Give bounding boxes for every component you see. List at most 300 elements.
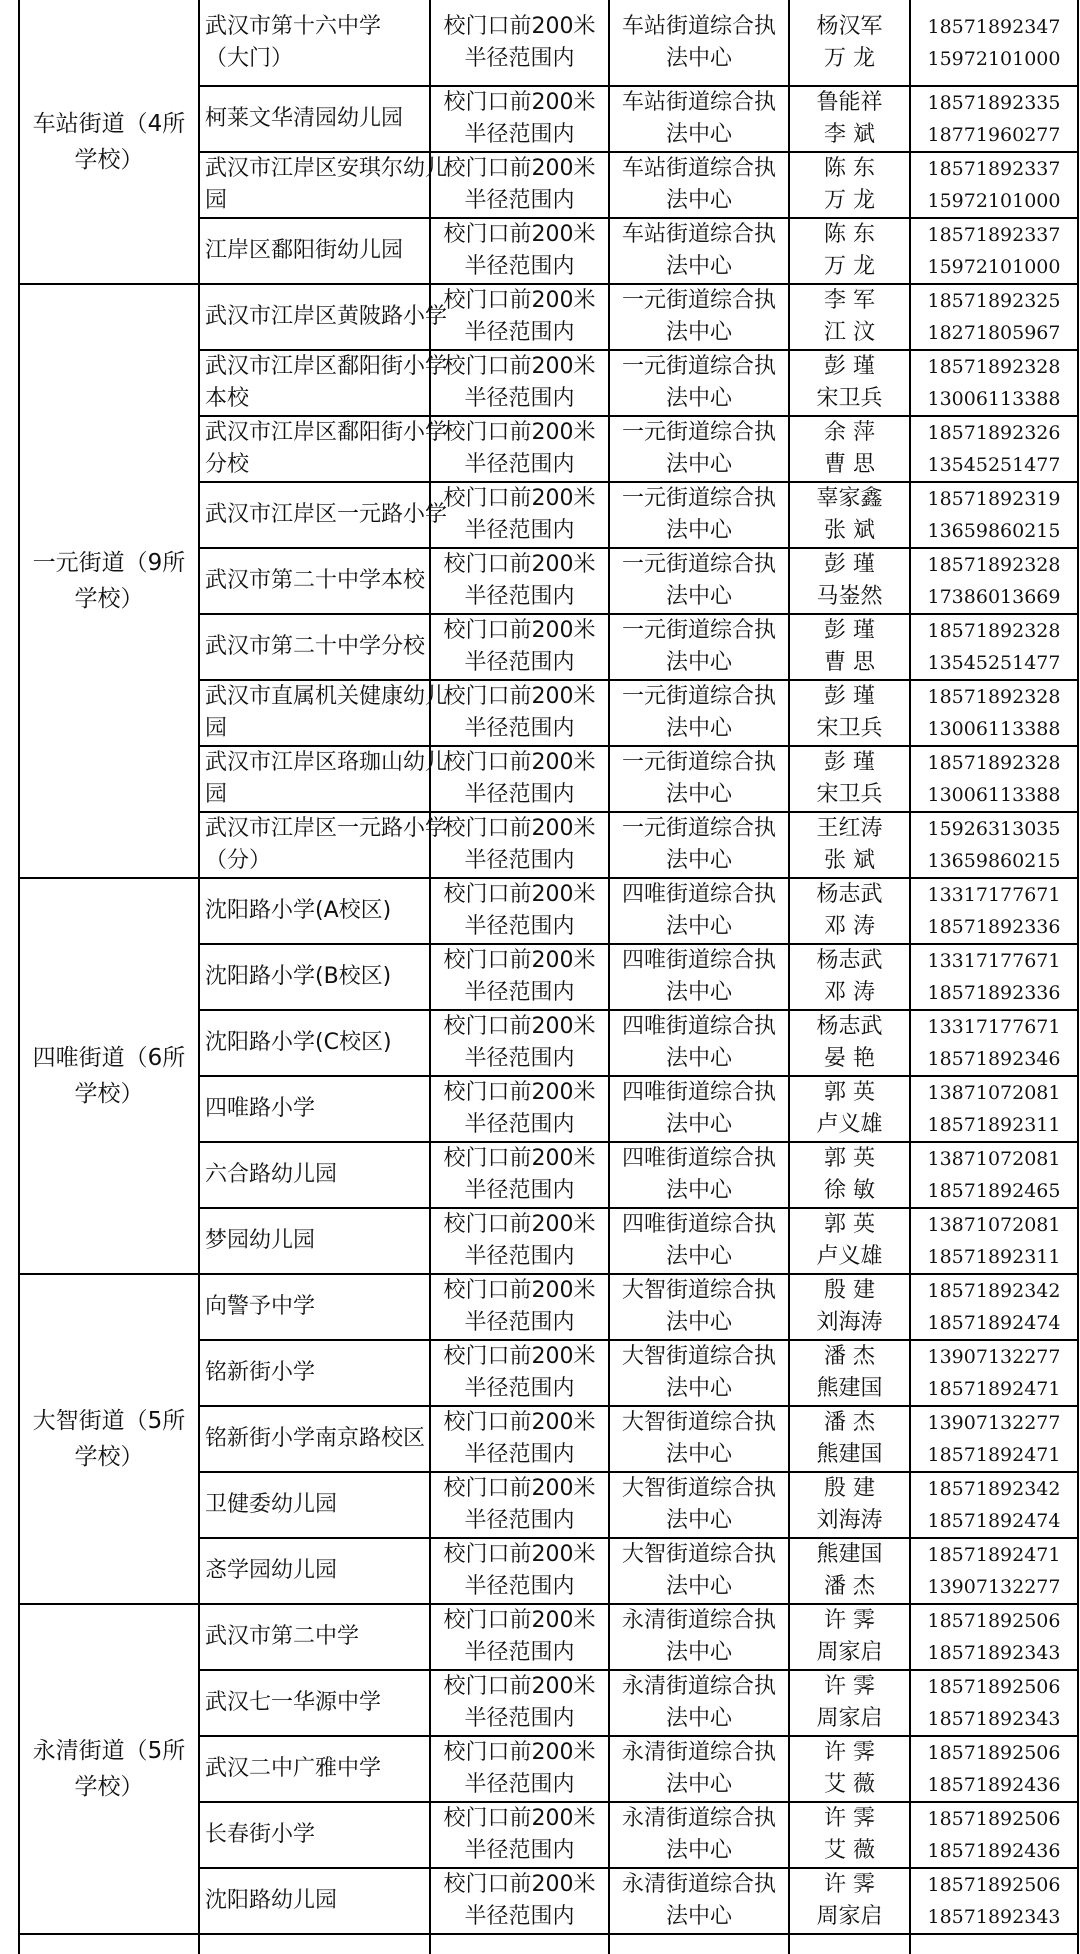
phone-number: 18571892336 bbox=[927, 916, 1061, 938]
cut-off-row bbox=[19, 1934, 1078, 1954]
school-name-cell bbox=[199, 1340, 430, 1406]
unit-line: 四唯街道综合执 bbox=[621, 1212, 776, 1237]
school-name-cell bbox=[199, 878, 430, 944]
phone-number: 13659860215 bbox=[927, 850, 1061, 872]
phone-cell bbox=[910, 1736, 1078, 1802]
unit-cell bbox=[609, 878, 789, 944]
unit-line: 法中心 bbox=[665, 650, 732, 675]
unit-line: 大智街道综合执 bbox=[621, 1410, 776, 1435]
person-cell bbox=[789, 1274, 910, 1340]
phone-cell bbox=[910, 284, 1078, 350]
scope-line: 校门口前200米 bbox=[443, 1476, 596, 1501]
person-name: 张 斌 bbox=[824, 518, 875, 543]
phone-number: 18571892328 bbox=[927, 554, 1061, 576]
phone-cell bbox=[910, 812, 1078, 878]
unit-line: 法中心 bbox=[665, 782, 732, 807]
person-name: 曹 思 bbox=[824, 650, 875, 675]
person-name: 许 霁 bbox=[824, 1608, 875, 1633]
scope-line: 校门口前200米 bbox=[443, 948, 596, 973]
phone-number: 18571892471 bbox=[927, 1544, 1061, 1566]
scope-line: 半径范围内 bbox=[464, 122, 575, 147]
unit-line: 大智街道综合执 bbox=[621, 1542, 776, 1567]
person-name: 彭 瑾 bbox=[824, 684, 875, 709]
scope-line: 半径范围内 bbox=[464, 1112, 575, 1137]
scope-line: 半径范围内 bbox=[464, 1376, 575, 1401]
school-name-line: 园 bbox=[205, 188, 228, 213]
phone-cell bbox=[910, 1472, 1078, 1538]
phone-cell bbox=[910, 548, 1078, 614]
unit-line: 一元街道综合执 bbox=[621, 816, 776, 841]
school-name-line: 本校 bbox=[205, 386, 250, 411]
phone-cell bbox=[910, 614, 1078, 680]
person-cell bbox=[789, 614, 910, 680]
street-name-cell bbox=[19, 0, 199, 284]
person-cell bbox=[789, 86, 910, 152]
phone-cell bbox=[910, 1670, 1078, 1736]
phone-number: 13006113388 bbox=[927, 784, 1061, 806]
unit-cell bbox=[609, 218, 789, 284]
school-name-line: 武汉市江岸区一元路小学 bbox=[205, 816, 448, 841]
person-name: 李 军 bbox=[824, 288, 875, 313]
phone-cell bbox=[910, 1604, 1078, 1670]
scope-line: 校门口前200米 bbox=[443, 420, 596, 445]
phone-number: 13907132277 bbox=[927, 1576, 1061, 1598]
phone-cell bbox=[910, 1208, 1078, 1274]
person-name: 许 霁 bbox=[824, 1740, 875, 1765]
scope-cell bbox=[430, 482, 609, 548]
unit-cell bbox=[609, 152, 789, 218]
table-row bbox=[19, 878, 1078, 944]
phone-number: 18571892328 bbox=[927, 620, 1061, 642]
person-name: 彭 瑾 bbox=[824, 750, 875, 775]
unit-cell bbox=[609, 680, 789, 746]
scope-cell bbox=[430, 416, 609, 482]
phone-number: 18571892328 bbox=[927, 686, 1061, 708]
unit-cell bbox=[609, 350, 789, 416]
scope-line: 校门口前200米 bbox=[443, 1608, 596, 1633]
phone-cell bbox=[910, 0, 1078, 86]
school-name-line: 铭新街小学 bbox=[205, 1360, 316, 1385]
person-name: 郭 英 bbox=[824, 1212, 875, 1237]
phone-number: 13907132277 bbox=[927, 1412, 1061, 1434]
phone-number: 18571892436 bbox=[927, 1840, 1061, 1862]
table-row bbox=[19, 0, 1078, 86]
school-name-line: 卫健委幼儿园 bbox=[205, 1492, 338, 1517]
school-name-line: 武汉七一华源中学 bbox=[205, 1690, 382, 1715]
unit-line: 法中心 bbox=[665, 1442, 732, 1467]
phone-cell bbox=[910, 482, 1078, 548]
school-name-cell bbox=[199, 1604, 430, 1670]
street-name-cell bbox=[19, 878, 199, 1274]
scope-cell bbox=[430, 152, 609, 218]
person-cell bbox=[789, 1736, 910, 1802]
street-name-line: 学校） bbox=[74, 1081, 144, 1107]
person-name: 邓 涛 bbox=[824, 980, 875, 1005]
scope-line: 校门口前200米 bbox=[443, 486, 596, 511]
unit-line: 大智街道综合执 bbox=[621, 1278, 776, 1303]
unit-line: 四唯街道综合执 bbox=[621, 948, 776, 973]
person-name: 徐 敏 bbox=[824, 1178, 875, 1203]
phone-cell bbox=[910, 86, 1078, 152]
phone-number: 13317177671 bbox=[927, 950, 1061, 972]
phone-number: 13006113388 bbox=[927, 718, 1061, 740]
person-cell bbox=[789, 1472, 910, 1538]
phone-cell bbox=[910, 878, 1078, 944]
unit-line: 法中心 bbox=[665, 980, 732, 1005]
unit-cell bbox=[609, 1538, 789, 1604]
unit-cell bbox=[609, 614, 789, 680]
phone-cell bbox=[910, 680, 1078, 746]
scope-line: 校门口前200米 bbox=[443, 1806, 596, 1831]
scope-cell bbox=[430, 812, 609, 878]
person-cell bbox=[789, 746, 910, 812]
school-name-cell bbox=[199, 548, 430, 614]
unit-cell bbox=[609, 1868, 789, 1934]
person-name: 杨志武 bbox=[816, 882, 883, 907]
phone-number: 18571892506 bbox=[927, 1874, 1061, 1896]
person-name: 李 斌 bbox=[824, 122, 875, 147]
person-name: 王红涛 bbox=[816, 816, 883, 841]
phone-number: 18571892337 bbox=[927, 158, 1061, 180]
school-name-cell bbox=[199, 1472, 430, 1538]
unit-line: 永清街道综合执 bbox=[621, 1872, 776, 1897]
scope-cell bbox=[430, 548, 609, 614]
person-name: 彭 瑾 bbox=[824, 552, 875, 577]
unit-line: 一元街道综合执 bbox=[621, 750, 776, 775]
school-name-cell bbox=[199, 1538, 430, 1604]
unit-line: 法中心 bbox=[665, 1310, 732, 1335]
unit-cell bbox=[609, 1208, 789, 1274]
school-name-line: 武汉市直属机关健康幼儿 bbox=[205, 684, 448, 709]
scope-cell bbox=[430, 1274, 609, 1340]
unit-line: 永清街道综合执 bbox=[621, 1806, 776, 1831]
phone-cell bbox=[910, 746, 1078, 812]
person-name: 卢义雄 bbox=[816, 1244, 883, 1269]
person-cell bbox=[789, 1802, 910, 1868]
phone-number: 13871072081 bbox=[927, 1082, 1061, 1104]
scope-cell bbox=[430, 1142, 609, 1208]
phone-cell bbox=[910, 1340, 1078, 1406]
phone-cell bbox=[910, 1538, 1078, 1604]
person-name: 熊建国 bbox=[816, 1442, 883, 1467]
phone-cell bbox=[910, 1868, 1078, 1934]
person-name: 万 龙 bbox=[824, 188, 875, 213]
phone-number: 18571892474 bbox=[927, 1312, 1061, 1334]
person-cell bbox=[789, 944, 910, 1010]
person-name: 艾 薇 bbox=[824, 1772, 875, 1797]
unit-line: 法中心 bbox=[665, 1772, 732, 1797]
phone-number: 13317177671 bbox=[927, 884, 1061, 906]
scope-line: 半径范围内 bbox=[464, 1574, 575, 1599]
unit-cell bbox=[609, 1142, 789, 1208]
unit-line: 法中心 bbox=[665, 45, 732, 71]
street-name-line: 永清街道（5所 bbox=[32, 1738, 186, 1764]
unit-line: 一元街道综合执 bbox=[621, 486, 776, 511]
unit-line: 一元街道综合执 bbox=[621, 420, 776, 445]
scope-line: 半径范围内 bbox=[464, 1244, 575, 1269]
unit-line: 永清街道综合执 bbox=[621, 1608, 776, 1633]
unit-cell bbox=[609, 1406, 789, 1472]
scope-line: 半径范围内 bbox=[464, 386, 575, 411]
person-cell bbox=[789, 152, 910, 218]
phone-number: 13545251477 bbox=[927, 652, 1061, 674]
phone-number: 18571892506 bbox=[927, 1610, 1061, 1632]
person-name: 晏 艳 bbox=[824, 1046, 875, 1071]
person-cell bbox=[789, 1208, 910, 1274]
phone-number: 15972101000 bbox=[927, 190, 1061, 212]
person-name: 潘 杰 bbox=[824, 1344, 875, 1369]
person-cell bbox=[789, 1670, 910, 1736]
street-name-cell bbox=[19, 1604, 199, 1934]
unit-cell bbox=[609, 812, 789, 878]
unit-line: 法中心 bbox=[665, 1508, 732, 1533]
school-name-cell bbox=[199, 416, 448, 482]
unit-line: 大智街道综合执 bbox=[621, 1476, 776, 1501]
person-name: 杨志武 bbox=[816, 1014, 883, 1039]
scope-line: 半径范围内 bbox=[464, 848, 575, 873]
phone-cell bbox=[910, 1010, 1078, 1076]
phone-number: 13871072081 bbox=[927, 1148, 1061, 1170]
scope-line: 校门口前200米 bbox=[443, 222, 596, 247]
person-cell bbox=[789, 1538, 910, 1604]
scope-cell bbox=[430, 614, 609, 680]
school-name-cell bbox=[199, 1142, 430, 1208]
person-name: 曹 思 bbox=[824, 452, 875, 477]
phone-cell bbox=[910, 350, 1078, 416]
unit-cell bbox=[609, 1736, 789, 1802]
school-name-line: 武汉市江岸区珞珈山幼儿 bbox=[205, 750, 448, 775]
street-name-line: 一元街道（9所 bbox=[32, 550, 186, 576]
school-name-line: 向警予中学 bbox=[205, 1294, 316, 1319]
person-name: 潘 杰 bbox=[824, 1410, 875, 1435]
school-name-cell bbox=[199, 614, 430, 680]
phone-number: 18271805967 bbox=[927, 322, 1061, 344]
unit-line: 一元街道综合执 bbox=[621, 288, 776, 313]
unit-cell bbox=[609, 1010, 789, 1076]
person-name: 郭 英 bbox=[824, 1146, 875, 1171]
phone-number: 18571892506 bbox=[927, 1808, 1061, 1830]
unit-line: 法中心 bbox=[665, 518, 732, 543]
unit-line: 法中心 bbox=[665, 1178, 732, 1203]
unit-line: 法中心 bbox=[665, 914, 732, 939]
school-name-cell bbox=[199, 350, 448, 416]
cut-off-cell bbox=[789, 1934, 910, 1954]
scope-cell bbox=[430, 86, 609, 152]
unit-line: 车站街道综合执 bbox=[621, 156, 776, 181]
unit-line: 法中心 bbox=[665, 1904, 732, 1929]
school-name-line: 沈阳路幼儿园 bbox=[205, 1888, 338, 1913]
person-name: 刘海涛 bbox=[816, 1310, 883, 1335]
unit-line: 四唯街道综合执 bbox=[621, 882, 776, 907]
scope-cell bbox=[430, 746, 609, 812]
scope-cell bbox=[430, 878, 609, 944]
phone-number: 18571892506 bbox=[927, 1742, 1061, 1764]
phone-number: 18571892319 bbox=[927, 488, 1061, 510]
unit-line: 法中心 bbox=[665, 1376, 732, 1401]
scope-line: 校门口前200米 bbox=[443, 618, 596, 643]
unit-line: 一元街道综合执 bbox=[621, 552, 776, 577]
unit-cell bbox=[609, 284, 789, 350]
scope-line: 校门口前200米 bbox=[443, 354, 596, 379]
unit-cell bbox=[609, 1274, 789, 1340]
phone-number: 13907132277 bbox=[927, 1346, 1061, 1368]
person-cell bbox=[789, 0, 910, 86]
street-name-line: 四唯街道（6所 bbox=[32, 1045, 186, 1071]
phone-number: 18571892343 bbox=[927, 1708, 1061, 1730]
unit-line: 法中心 bbox=[665, 1640, 732, 1665]
scope-line: 半径范围内 bbox=[464, 980, 575, 1005]
table-row bbox=[19, 1604, 1078, 1670]
school-name-line: 武汉市第二十中学本校 bbox=[205, 568, 426, 593]
scope-cell bbox=[430, 350, 609, 416]
unit-line: 四唯街道综合执 bbox=[621, 1014, 776, 1039]
unit-line: 大智街道综合执 bbox=[621, 1344, 776, 1369]
school-name-cell bbox=[199, 680, 448, 746]
scope-line: 校门口前200米 bbox=[443, 882, 596, 907]
school-name-line: 柯莱文华清园幼儿园 bbox=[205, 106, 404, 131]
person-name: 潘 杰 bbox=[824, 1574, 875, 1599]
person-name: 熊建国 bbox=[816, 1376, 883, 1401]
school-name-cell bbox=[199, 218, 430, 284]
street-name-line: 学校） bbox=[74, 1774, 144, 1800]
street-name-line: 学校） bbox=[74, 1444, 144, 1470]
phone-cell bbox=[910, 1076, 1078, 1142]
phone-cell bbox=[910, 1142, 1078, 1208]
street-name-line: 学校） bbox=[74, 146, 144, 173]
table-row bbox=[19, 284, 1078, 350]
person-name: 宋卫兵 bbox=[816, 782, 883, 807]
school-name-line: 武汉二中广雅中学 bbox=[205, 1756, 382, 1781]
scope-line: 校门口前200米 bbox=[443, 1014, 596, 1039]
phone-number: 18571892471 bbox=[927, 1378, 1061, 1400]
school-name-line: 忞学园幼儿园 bbox=[205, 1558, 338, 1583]
scope-line: 半径范围内 bbox=[464, 188, 575, 213]
scope-cell bbox=[430, 284, 609, 350]
unit-line: 一元街道综合执 bbox=[621, 618, 776, 643]
scope-line: 校门口前200米 bbox=[443, 288, 596, 313]
scope-line: 半径范围内 bbox=[464, 650, 575, 675]
scope-cell bbox=[430, 1340, 609, 1406]
person-name: 周家启 bbox=[816, 1706, 883, 1731]
scope-cell bbox=[430, 1208, 609, 1274]
school-name-line: 武汉市第十六中学 bbox=[205, 13, 382, 39]
scope-cell bbox=[430, 944, 609, 1010]
scope-line: 校门口前200米 bbox=[443, 90, 596, 115]
school-name-cell bbox=[199, 1670, 430, 1736]
phone-number: 13871072081 bbox=[927, 1214, 1061, 1236]
scope-cell bbox=[430, 1406, 609, 1472]
scope-line: 半径范围内 bbox=[464, 1838, 575, 1863]
scope-cell bbox=[430, 1736, 609, 1802]
unit-cell bbox=[609, 1604, 789, 1670]
unit-cell bbox=[609, 944, 789, 1010]
phone-number: 18571892347 bbox=[927, 15, 1061, 38]
person-name: 刘海涛 bbox=[816, 1508, 883, 1533]
school-name-line: 武汉市第二中学 bbox=[205, 1624, 360, 1649]
person-name: 江 汶 bbox=[824, 320, 875, 345]
unit-line: 车站街道综合执 bbox=[621, 13, 776, 39]
school-name-cell bbox=[199, 746, 448, 812]
table-body bbox=[19, 0, 1078, 1954]
unit-line: 法中心 bbox=[665, 584, 732, 609]
scope-line: 半径范围内 bbox=[464, 1178, 575, 1203]
school-name-line: 武汉市江岸区黄陂路小学 bbox=[205, 304, 448, 329]
unit-cell bbox=[609, 86, 789, 152]
scope-line: 半径范围内 bbox=[464, 254, 575, 279]
person-name: 周家启 bbox=[816, 1904, 883, 1929]
school-name-line: 武汉市江岸区一元路小学 bbox=[205, 502, 448, 527]
street-name-cell bbox=[19, 1274, 199, 1604]
phone-number: 18571892311 bbox=[927, 1114, 1061, 1136]
phone-number: 18571892337 bbox=[927, 224, 1061, 246]
school-name-cell bbox=[199, 1274, 430, 1340]
scope-cell bbox=[430, 218, 609, 284]
scope-line: 校门口前200米 bbox=[443, 552, 596, 577]
scope-line: 半径范围内 bbox=[464, 518, 575, 543]
phone-cell bbox=[910, 152, 1078, 218]
phone-number: 18571892343 bbox=[927, 1642, 1061, 1664]
person-cell bbox=[789, 416, 910, 482]
school-name-line: 武汉市江岸区安琪尔幼儿 bbox=[205, 156, 448, 181]
unit-line: 法中心 bbox=[665, 1838, 732, 1863]
scope-line: 半径范围内 bbox=[464, 452, 575, 477]
person-cell bbox=[789, 284, 910, 350]
person-cell bbox=[789, 812, 910, 878]
person-name: 宋卫兵 bbox=[816, 386, 883, 411]
phone-number: 18571892346 bbox=[927, 1048, 1061, 1070]
school-name-line: （分） bbox=[205, 848, 272, 873]
person-name: 鲁能祥 bbox=[816, 90, 883, 115]
scope-line: 半径范围内 bbox=[464, 45, 575, 71]
school-name-cell bbox=[199, 1868, 430, 1934]
unit-line: 车站街道综合执 bbox=[621, 222, 776, 247]
table-row bbox=[19, 1274, 1078, 1340]
person-name: 宋卫兵 bbox=[816, 716, 883, 741]
phone-cell bbox=[910, 218, 1078, 284]
scope-line: 校门口前200米 bbox=[443, 1146, 596, 1171]
street-name-cell bbox=[19, 284, 199, 878]
phone-number: 18571892325 bbox=[927, 290, 1061, 312]
unit-line: 四唯街道综合执 bbox=[621, 1146, 776, 1171]
phone-number: 17386013669 bbox=[927, 586, 1061, 608]
person-name: 殷 建 bbox=[824, 1278, 875, 1303]
phone-number: 18571892506 bbox=[927, 1676, 1061, 1698]
person-name: 邓 涛 bbox=[824, 914, 875, 939]
person-cell bbox=[789, 1406, 910, 1472]
person-name: 杨志武 bbox=[816, 948, 883, 973]
phone-number: 18571892311 bbox=[927, 1246, 1061, 1268]
scope-line: 半径范围内 bbox=[464, 1772, 575, 1797]
phone-number: 18571892474 bbox=[927, 1510, 1061, 1532]
person-name: 陈 东 bbox=[824, 156, 875, 181]
unit-cell bbox=[609, 1340, 789, 1406]
phone-number: 18571892471 bbox=[927, 1444, 1061, 1466]
scope-line: 校门口前200米 bbox=[443, 1674, 596, 1699]
scope-line: 校门口前200米 bbox=[443, 750, 596, 775]
phone-number: 18571892436 bbox=[927, 1774, 1061, 1796]
scope-line: 半径范围内 bbox=[464, 1046, 575, 1071]
cut-off-cell bbox=[430, 1934, 609, 1954]
scope-line: 半径范围内 bbox=[464, 782, 575, 807]
scope-line: 半径范围内 bbox=[464, 584, 575, 609]
scope-line: 校门口前200米 bbox=[443, 1278, 596, 1303]
person-name: 万 龙 bbox=[824, 45, 875, 71]
unit-line: 永清街道综合执 bbox=[621, 1674, 776, 1699]
street-name-line: 大智街道（5所 bbox=[32, 1408, 186, 1434]
school-name-cell bbox=[199, 944, 430, 1010]
phone-cell bbox=[910, 1802, 1078, 1868]
person-name: 万 龙 bbox=[824, 254, 875, 279]
